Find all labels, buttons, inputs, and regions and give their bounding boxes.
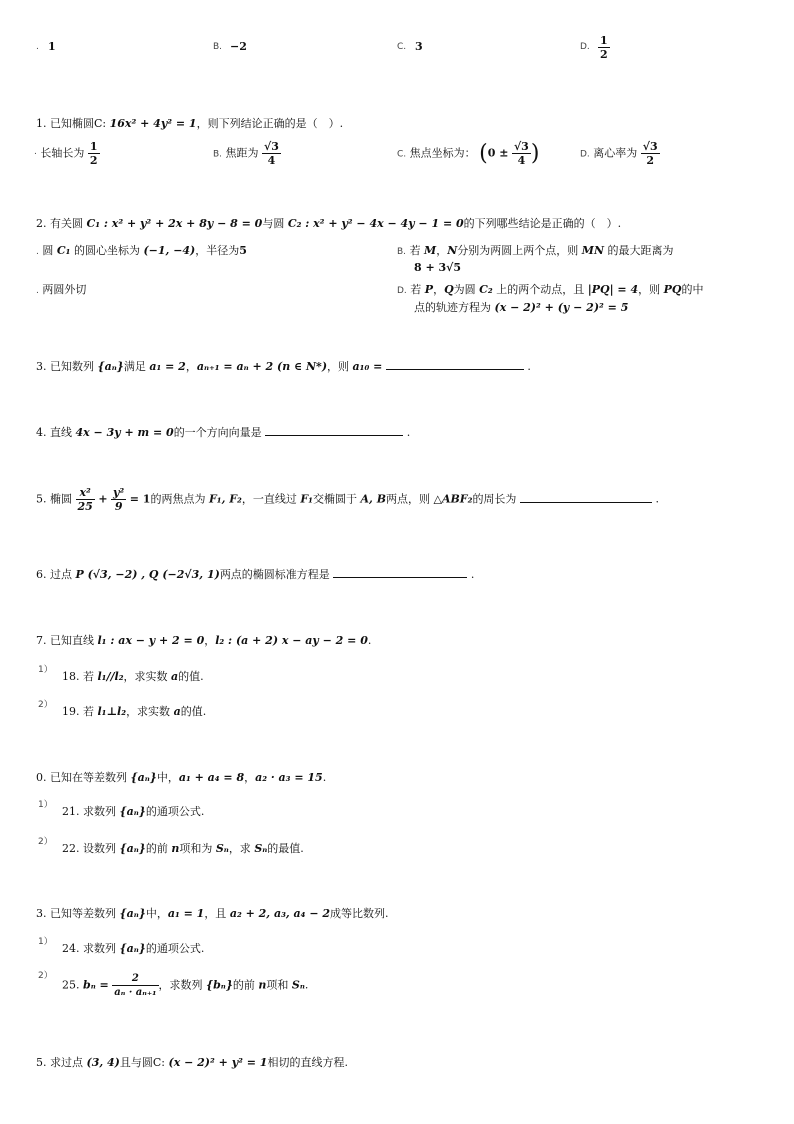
- stem-math: = 1: [129, 492, 151, 506]
- stem-math: (x − 2)² + y² = 1: [168, 1056, 268, 1069]
- stem-text: 求过点: [50, 1056, 87, 1069]
- frac-numerator: √3: [264, 140, 279, 153]
- stem-text: 求数列: [83, 805, 120, 818]
- stem-math: {bₙ}: [206, 978, 233, 992]
- stem-text: 的最值.: [267, 842, 304, 855]
- stem-text: 求数列: [83, 942, 120, 955]
- stem-text: 且与圆C:: [119, 1056, 169, 1069]
- question-1-option-b: [213, 140, 281, 167]
- option-math: C₁: [56, 244, 71, 257]
- question-2-option-d-line2: [414, 299, 628, 315]
- option-label: C.: [397, 149, 407, 160]
- stem-math: a₂ · a₃ = 15: [255, 771, 323, 784]
- question-8-part-2: [62, 840, 304, 856]
- stem-text: 有关圆: [50, 217, 87, 230]
- subpart-number: 21.: [62, 805, 80, 818]
- question-8-stem: [36, 769, 326, 785]
- stem-math: A, B: [360, 492, 387, 506]
- question-number: 6.: [36, 568, 47, 581]
- question-6: [36, 566, 474, 582]
- question-2-option-a: [36, 242, 247, 258]
- subpart-number: 22.: [62, 842, 80, 855]
- frac-numerator: y²: [113, 486, 125, 499]
- frac-numerator: 1: [600, 34, 608, 47]
- question-7-stem: [36, 632, 371, 648]
- stem-text: 成等比数列.: [330, 907, 389, 920]
- option-text: 若: [409, 244, 425, 257]
- stem-text: ，且: [204, 907, 230, 920]
- q0-option-a-label: .: [36, 42, 39, 52]
- option-math: (−1, −4): [143, 244, 196, 257]
- question-2-option-c: [36, 281, 86, 297]
- stem-math: l₁ : ax − y + 2 = 0: [97, 634, 205, 647]
- q0-option-d-fraction: [598, 34, 610, 61]
- option-math: N: [447, 244, 458, 257]
- stem-math: {aₙ}: [97, 360, 124, 373]
- stem-math: a₂ + 2, a₃, a₄ − 2: [229, 907, 331, 920]
- q0-option-c-value: 3: [415, 40, 423, 53]
- stem-text: 若: [83, 705, 98, 718]
- q0-option-a-value: 1: [48, 40, 56, 53]
- option-text: 的最大距离为: [604, 244, 674, 257]
- stem-math: {aₙ}: [119, 842, 146, 855]
- stem-text: 已知椭圆C:: [50, 117, 110, 130]
- option-text: 的圆心坐标为: [70, 244, 144, 257]
- question-2-option-b: [397, 242, 674, 258]
- question-9-stem: [36, 905, 389, 921]
- stem-text: .: [367, 634, 372, 647]
- stem-math: a₁ = 2: [149, 360, 186, 373]
- stem-math: a₁ = 1: [167, 907, 205, 920]
- frac-numerator: √3: [513, 140, 529, 153]
- option-text: ，: [436, 244, 448, 257]
- option-text: 长轴长为: [40, 146, 85, 160]
- stem-text: ，求: [228, 842, 255, 855]
- stem-text: 的前: [232, 978, 259, 992]
- question-number: 3.: [36, 907, 47, 920]
- frac-denominator: 4: [267, 154, 276, 167]
- stem-math: △ABF₂: [433, 492, 473, 506]
- stem-math: {aₙ}: [130, 771, 157, 784]
- option-math: M: [424, 244, 437, 257]
- question-number: 4.: [36, 426, 47, 439]
- stem-text: ，求实数: [126, 705, 174, 718]
- stem-math: {aₙ}: [119, 805, 146, 818]
- stem-text: 项和为: [179, 842, 216, 855]
- stem-math: bₙ =: [83, 978, 109, 992]
- question-9-part-1: [62, 940, 204, 956]
- frac-denominator: aₙ · aₙ₊₁: [114, 987, 157, 998]
- stem-math: l₂ : (a + 2) x − ay − 2 = 0: [215, 634, 368, 647]
- frac-denominator: 4: [517, 154, 526, 167]
- question-2-option-d: [397, 281, 704, 297]
- question-number: 2.: [36, 217, 47, 230]
- stem-text: 中，: [156, 771, 179, 784]
- question-number: 1.: [36, 117, 47, 130]
- subpart-number: 24.: [62, 942, 80, 955]
- stem-text: 过点: [50, 568, 76, 581]
- answer-blank[interactable]: [520, 502, 652, 503]
- stem-text: 的周长为: [472, 492, 517, 506]
- stem-math: a₁ + a₄ = 8: [178, 771, 245, 784]
- option-label: D.: [580, 149, 590, 160]
- stem-text: .: [527, 360, 531, 373]
- option-math: PQ: [663, 283, 682, 296]
- question-10: [36, 1054, 348, 1070]
- stem-math: {aₙ}: [119, 942, 146, 955]
- question-1-stem: [36, 115, 343, 131]
- stem-text: ，则下列结论正确的是（ ）.: [196, 117, 344, 130]
- q0-option-b-value: −2: [230, 40, 247, 53]
- stem-text: ，求数列: [158, 978, 207, 992]
- option-math: Q: [444, 283, 454, 296]
- stem-text: .: [304, 978, 309, 992]
- stem-text: 已知直线: [50, 634, 98, 647]
- stem-text: 已知数列: [50, 360, 98, 373]
- q0-option-b-label: B.: [213, 42, 223, 52]
- option-text: 离心率为: [593, 146, 638, 160]
- stem-text: 椭圆: [50, 492, 76, 506]
- option-math: MN: [581, 244, 605, 257]
- option-math: |PQ| = 4: [587, 283, 639, 296]
- question-5: [36, 486, 659, 513]
- stem-text: 的前: [145, 842, 172, 855]
- stem-text: 交椭圆于: [313, 492, 361, 506]
- answer-blank[interactable]: [265, 435, 403, 436]
- question-7-part-2: [62, 703, 206, 719]
- option-text: 上的两个动点，且: [492, 283, 588, 296]
- option-text: 的中: [681, 283, 704, 296]
- stem-text: 若: [83, 670, 98, 683]
- option-text: ，半径为: [195, 244, 240, 257]
- option-math: C₂: [479, 283, 493, 296]
- frac-numerator: 2: [112, 972, 158, 986]
- option-text: 焦点坐标为：: [409, 146, 476, 160]
- frac-denominator: 2: [89, 154, 98, 167]
- stem-text: 两点的椭圆标准方程是: [219, 568, 330, 581]
- subpart-label: 1）: [38, 937, 53, 947]
- option-text: 分别为两圆上两个点，则: [457, 244, 582, 257]
- option-label: .: [36, 286, 39, 296]
- frac-numerator: 1: [89, 140, 98, 153]
- subpart-label: 2）: [38, 837, 53, 847]
- stem-math: +: [98, 492, 108, 506]
- option-math: 0 ±: [487, 146, 509, 160]
- subpart-number: 18.: [62, 670, 80, 683]
- stem-text: 的下列哪些结论是正确的（ ）.: [463, 217, 622, 230]
- subpart-label: 2）: [38, 700, 53, 710]
- stem-text: 的一个方向向量是: [173, 426, 262, 439]
- option-text: ，: [433, 283, 445, 296]
- stem-math: C₂ : x² + y² − 4x − 4y − 1 = 0: [287, 217, 464, 230]
- stem-math: aₙ₊₁ = aₙ + 2 (n ∈ N*): [196, 360, 328, 373]
- stem-text: .: [406, 426, 411, 439]
- option-text: 为圆: [453, 283, 480, 296]
- question-number: 3.: [36, 360, 47, 373]
- subpart-label: 2）: [38, 971, 53, 981]
- stem-math: P (√3, −2) , Q (−2√3, 1): [75, 568, 220, 581]
- stem-text: .: [470, 568, 475, 581]
- option-text: ，则: [638, 283, 664, 296]
- stem-text: .: [655, 492, 659, 506]
- stem-math: (3, 4): [86, 1056, 120, 1069]
- question-number: 5.: [36, 492, 47, 506]
- stem-math: a₁₀ =: [352, 360, 383, 373]
- question-8-part-1: [62, 803, 204, 819]
- stem-text: 设数列: [83, 842, 120, 855]
- option-math: 5: [239, 244, 247, 257]
- stem-text: 中，: [145, 907, 168, 920]
- option-label: ·: [34, 149, 37, 160]
- stem-math: F₁: [300, 492, 314, 506]
- frac-denominator: 2: [646, 154, 655, 167]
- question-3: [36, 358, 531, 374]
- stem-text: 满足: [123, 360, 150, 373]
- stem-text: 的值.: [178, 670, 204, 683]
- option-math: (x − 2)² + (y − 2)² = 5: [494, 301, 629, 314]
- option-text: 点的轨迹方程为: [414, 301, 495, 314]
- question-9-part-2: [62, 972, 308, 999]
- stem-math: 4x − 3y + m = 0: [75, 426, 174, 439]
- stem-math: l₁//l₂: [97, 670, 124, 683]
- option-label: B.: [397, 247, 407, 257]
- option-label: .: [36, 247, 39, 257]
- stem-text: 两点，则: [386, 492, 434, 506]
- stem-text: 已知等差数列: [50, 907, 120, 920]
- answer-blank[interactable]: [333, 577, 467, 578]
- question-1-option-a: [34, 140, 100, 167]
- subpart-label: 1）: [38, 665, 53, 675]
- stem-text: ，一直线过: [241, 492, 301, 506]
- stem-text: 已知在等差数列: [50, 771, 131, 784]
- stem-math: F₁, F₂: [208, 492, 242, 506]
- stem-math: Sₙ: [254, 842, 268, 855]
- stem-math: l₁⊥l₂: [97, 705, 127, 718]
- stem-math: a: [173, 705, 181, 718]
- question-1-option-c: C. 焦点坐标为： (0 ± $\frac{√3}{4}$ ): [397, 140, 540, 167]
- frac-denominator: 25: [77, 500, 93, 513]
- stem-text: ，: [204, 634, 216, 647]
- stem-text: ，求实数: [123, 670, 172, 683]
- stem-math: Sₙ: [291, 978, 305, 992]
- question-4: [36, 424, 410, 440]
- q0-option-c-label: C.: [397, 42, 407, 52]
- frac-denominator: 2: [600, 48, 608, 61]
- stem-text: .: [322, 771, 327, 784]
- stem-text: ，则: [327, 360, 353, 373]
- frac-numerator: √3: [642, 140, 658, 153]
- question-number: 7.: [36, 634, 47, 647]
- question-1-option-d: [580, 140, 660, 167]
- subpart-number: 19.: [62, 705, 80, 718]
- stem-text: 的通项公式.: [145, 942, 205, 955]
- option-text: 焦距为: [225, 146, 259, 160]
- stem-text: 与圆: [262, 217, 288, 230]
- stem-text: ，: [185, 360, 197, 373]
- option-text: 两圆外切: [42, 283, 87, 296]
- stem-text: 相切的直线方程.: [267, 1056, 348, 1069]
- stem-math: C₁ : x² + y² + 2x + 8y − 8 = 0: [86, 217, 263, 230]
- question-2-option-b-line2: 8 + 3√5: [414, 261, 462, 274]
- option-label: B.: [213, 149, 223, 160]
- stem-text: 的值.: [180, 705, 207, 718]
- subpart-label: 1）: [38, 800, 53, 810]
- frac-numerator: x²: [76, 486, 95, 500]
- stem-math: Sₙ: [215, 842, 229, 855]
- frac-denominator: 9: [114, 500, 123, 513]
- answer-blank[interactable]: [386, 369, 524, 370]
- stem-text: 项和: [266, 978, 292, 992]
- option-math: P: [424, 283, 434, 296]
- stem-text: 的两焦点为: [150, 492, 209, 506]
- question-number: 5.: [36, 1056, 47, 1069]
- option-text: 若: [410, 283, 425, 296]
- stem-text: 的通项公式.: [145, 805, 205, 818]
- stem-math: a: [171, 670, 179, 683]
- stem-math: {aₙ}: [119, 907, 146, 920]
- stem-math: n: [258, 978, 267, 992]
- stem-math: n: [171, 842, 180, 855]
- q0-option-d-label: D.: [580, 42, 590, 52]
- stem-math: 16x² + 4y² = 1: [109, 117, 197, 130]
- question-number: 0.: [36, 771, 47, 784]
- stem-text: 直线: [50, 426, 76, 439]
- stem-text: ，: [244, 771, 256, 784]
- question-7-part-1: [62, 668, 204, 684]
- subpart-number: 25.: [62, 978, 80, 992]
- option-label: D.: [397, 286, 407, 296]
- question-2-stem: [36, 215, 621, 231]
- option-text: 圆: [42, 244, 57, 257]
